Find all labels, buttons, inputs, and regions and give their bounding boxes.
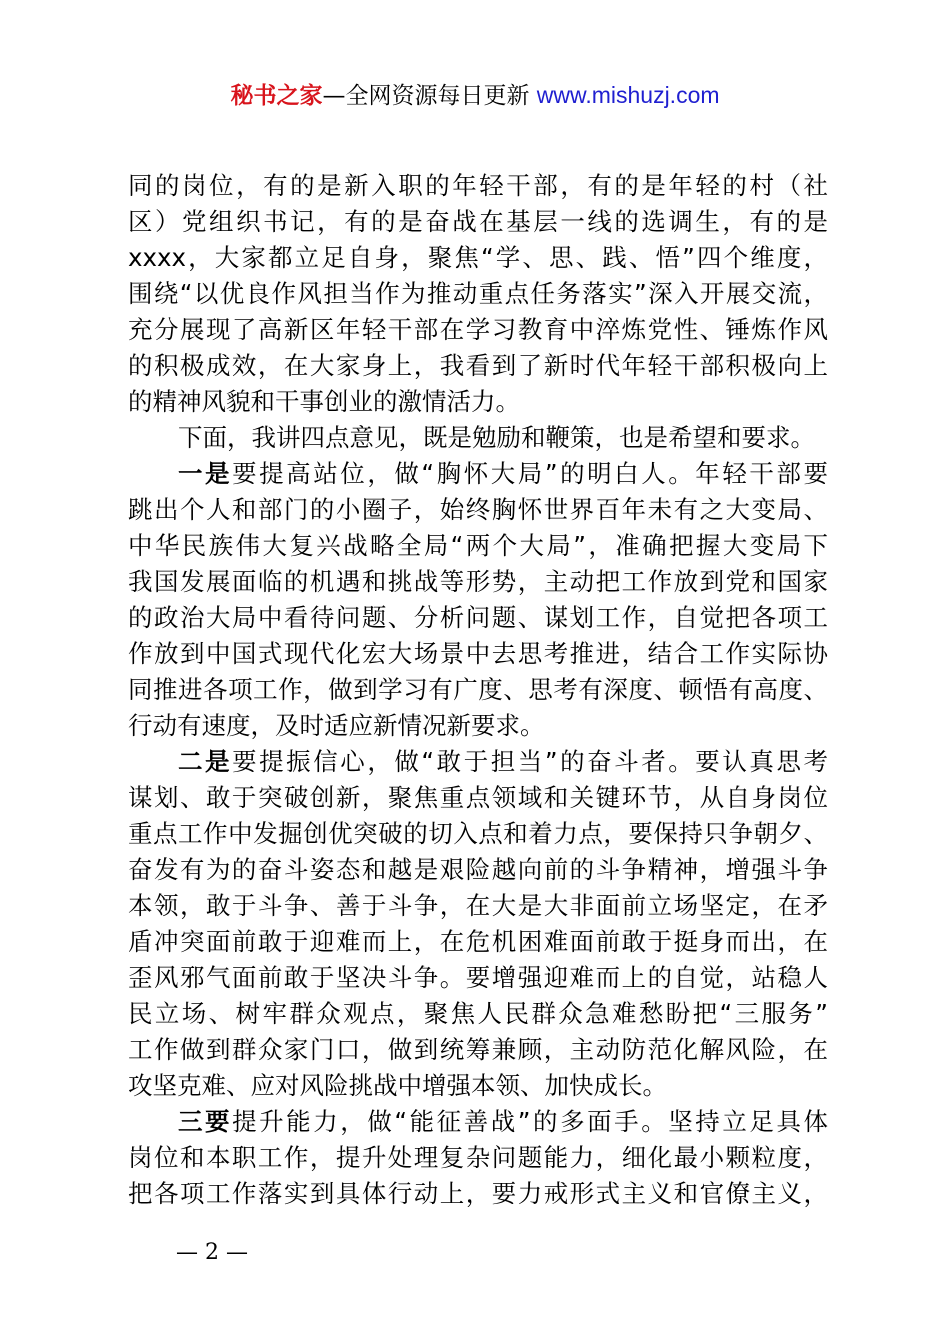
text-line: 作放到中国式现代化宏大场景中去思考推进，结合工作实际协 [128, 639, 828, 668]
text-line: 跳出个人和部门的小圈子，始终胸怀世界百年未有之大变局、 [128, 495, 828, 524]
text-line-rest: 要提振信心，做“敢于担当”的奋斗者。要认真思考 [232, 747, 828, 776]
header-tagline: —全网资源每日更新 [322, 83, 537, 109]
text-line: 的政治大局中看待问题、分析问题、谋划工作，自觉把各项工 [128, 603, 828, 632]
text-line: 重点工作中发掘创优突破的切入点和着力点，要保持只争朝夕、 [128, 819, 828, 848]
text-line: 的精神风貌和干事创业的激情活力。 [128, 387, 520, 416]
text-line: 区）党组织书记，有的是奋战在基层一线的选调生，有的是 [128, 207, 828, 236]
site-header [0, 78, 950, 113]
text-line: 本领，敢于斗争、善于斗争，在大是大非面前立场坚定，在矛 [128, 891, 828, 920]
text-line: xxxx，大家都立足自身，聚焦“学、思、践、悟”四个维度， [128, 243, 828, 272]
text-line: 歪风邪气面前敢于坚决斗争。要增强迎难而上的自觉，站稳人 [128, 963, 828, 992]
text-line: 岗位和本职工作，提升处理复杂问题能力，细化最小颗粒度， [128, 1143, 828, 1172]
text-line: 民立场、树牢群众观点，聚焦人民群众急难愁盼把“三服务” [128, 999, 828, 1028]
text-line: 的积极成效，在大家身上，我看到了新时代年轻干部积极向上 [128, 351, 828, 380]
paragraph-lead-bold: 一是 [178, 459, 233, 488]
text-line: 下面，我讲四点意见，既是勉励和鞭策，也是希望和要求。 [178, 423, 815, 452]
text-line: 我国发展面临的机遇和挑战等形势，主动把工作放到党和国家 [128, 567, 828, 596]
page-number: — 2 — [176, 1240, 248, 1265]
text-line: 充分展现了高新区年轻干部在学习教育中淬炼党性、锤炼作风 [128, 315, 828, 344]
text-line: 中华民族伟大复兴战略全局“两个大局”，准确把握大变局下 [128, 531, 828, 560]
text-line: 奋发有为的奋斗姿态和越是艰险越向前的斗争精神，增强斗争 [128, 855, 828, 884]
text-line: 把各项工作落实到具体行动上，要力戒形式主义和官僚主义， [128, 1179, 828, 1208]
text-line-rest: 提升能力，做“能征善战”的多面手。坚持立足具体 [232, 1107, 828, 1136]
paragraph-first-line [128, 744, 828, 780]
text-line: 同的岗位，有的是新入职的年轻干部，有的是年轻的村（社 [128, 171, 828, 200]
text-line: 同推进各项工作，做到学习有广度、思考有深度、顿悟有高度、 [128, 675, 828, 704]
text-line: 盾冲突面前敢于迎难而上，在危机困难面前敢于挺身而出，在 [128, 927, 828, 956]
text-line: 工作做到群众家门口，做到统筹兼顾，主动防范化解风险，在 [128, 1035, 828, 1064]
text-line-rest: 要提高站位，做“胸怀大局”的明白人。年轻干部要 [232, 459, 828, 488]
text-line: 攻坚克难、应对风险挑战中增强本领、加快成长。 [128, 1071, 667, 1100]
text-line: 谋划、敢于突破创新，聚焦重点领域和关键环节，从自身岗位 [128, 783, 828, 812]
brand-name: 秘书之家 [230, 83, 323, 109]
site-url[interactable]: www.mishuzj.com [536, 82, 720, 108]
paragraph-first-line [128, 456, 828, 492]
document-body [128, 168, 828, 1212]
paragraph-first-line [128, 1104, 828, 1140]
text-line: 围绕“以优良作风担当作为推动重点任务落实”深入开展交流， [128, 279, 828, 308]
paragraph-lead-bold: 三要 [178, 1107, 233, 1136]
text-line: 行动有速度，及时适应新情况新要求。 [128, 711, 545, 740]
paragraph-lead-bold: 二是 [178, 747, 233, 776]
